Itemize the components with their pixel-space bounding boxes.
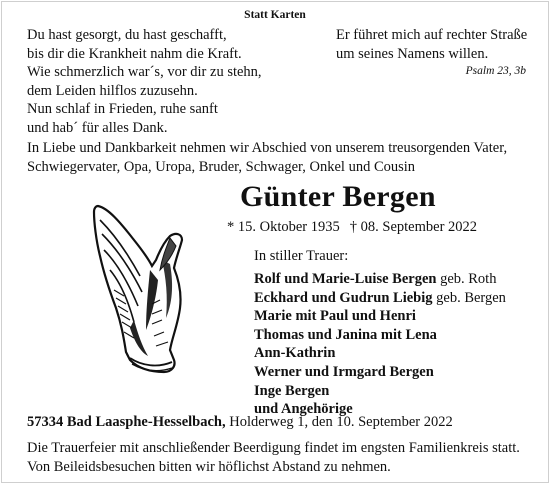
notice-line: Von Beileidsbesuchen bitten wir höflichst Abstand zu nehmen. <box>27 458 391 475</box>
header-title: Statt Karten <box>244 9 306 21</box>
address-place: 57334 Bad Laasphe-Hesselbach, <box>27 414 226 430</box>
deceased-name: Günter Bergen <box>240 180 436 213</box>
mourner-entry: und Angehörige <box>254 401 353 418</box>
verse-reference: Psalm 23, 3b <box>465 65 526 77</box>
death-date: † 08. September 2022 <box>349 219 478 235</box>
address-details: Holderweg 1, den 10. September 2022 <box>225 414 453 430</box>
life-dates <box>227 219 477 236</box>
bible-verse <box>336 26 527 63</box>
notice-line: Die Trauerfeier mit anschließender Beerdigung findet im engsten Familienkreis statt. <box>27 440 520 456</box>
poem-line: bis dir die Krankheit nahm die Kraft. <box>27 45 242 62</box>
mourner-entry: Rolf und Marie-Luise Bergen geb. Roth <box>254 271 497 287</box>
verse-line: um seines Namens willen. <box>336 45 489 62</box>
intro-line: Schwiegervater, Opa, Uropa, Bruder, Schwager, Onkel und Cousin <box>27 158 416 175</box>
praying-hands-icon <box>90 200 210 375</box>
birth-date: * 15. Oktober 1935 <box>227 219 340 235</box>
intro-line: In Liebe und Dankbarkeit nehmen wir Abschied von unserem treusorgenden Vater, <box>27 140 508 156</box>
address-line <box>27 414 453 431</box>
verse-line: Er führet mich auf rechter Straße <box>336 27 528 43</box>
poem-line: dem Leiden hilflos zuzusehn. <box>27 82 198 99</box>
mourner-entry: Thomas und Janina mit Lena <box>254 326 437 343</box>
poem-line: und hab´ für alles Dank. <box>27 119 168 136</box>
poem-line: Nun schlaf in Frieden, ruhe sanft <box>27 101 218 117</box>
mourners-list <box>254 270 506 419</box>
mourner-entry: Inge Bergen <box>254 382 330 399</box>
funeral-notice <box>27 439 520 476</box>
poem-line: Wie schmerzlich war´s, vor dir zu stehn, <box>27 64 262 80</box>
mourner-entry: Marie mit Paul und Henri <box>254 308 416 325</box>
mourner-entry: Eckhard und Gudrun Liebig geb. Bergen <box>254 289 506 306</box>
mourner-entry: Werner und Irmgard Bergen <box>254 363 434 380</box>
mourner-entry: Ann-Kathrin <box>254 345 336 362</box>
mourners-intro: In stiller Trauer: <box>254 248 349 264</box>
farewell-intro <box>27 139 507 176</box>
poem <box>27 26 262 137</box>
poem-line: Du hast gesorgt, du hast geschafft, <box>27 27 227 43</box>
